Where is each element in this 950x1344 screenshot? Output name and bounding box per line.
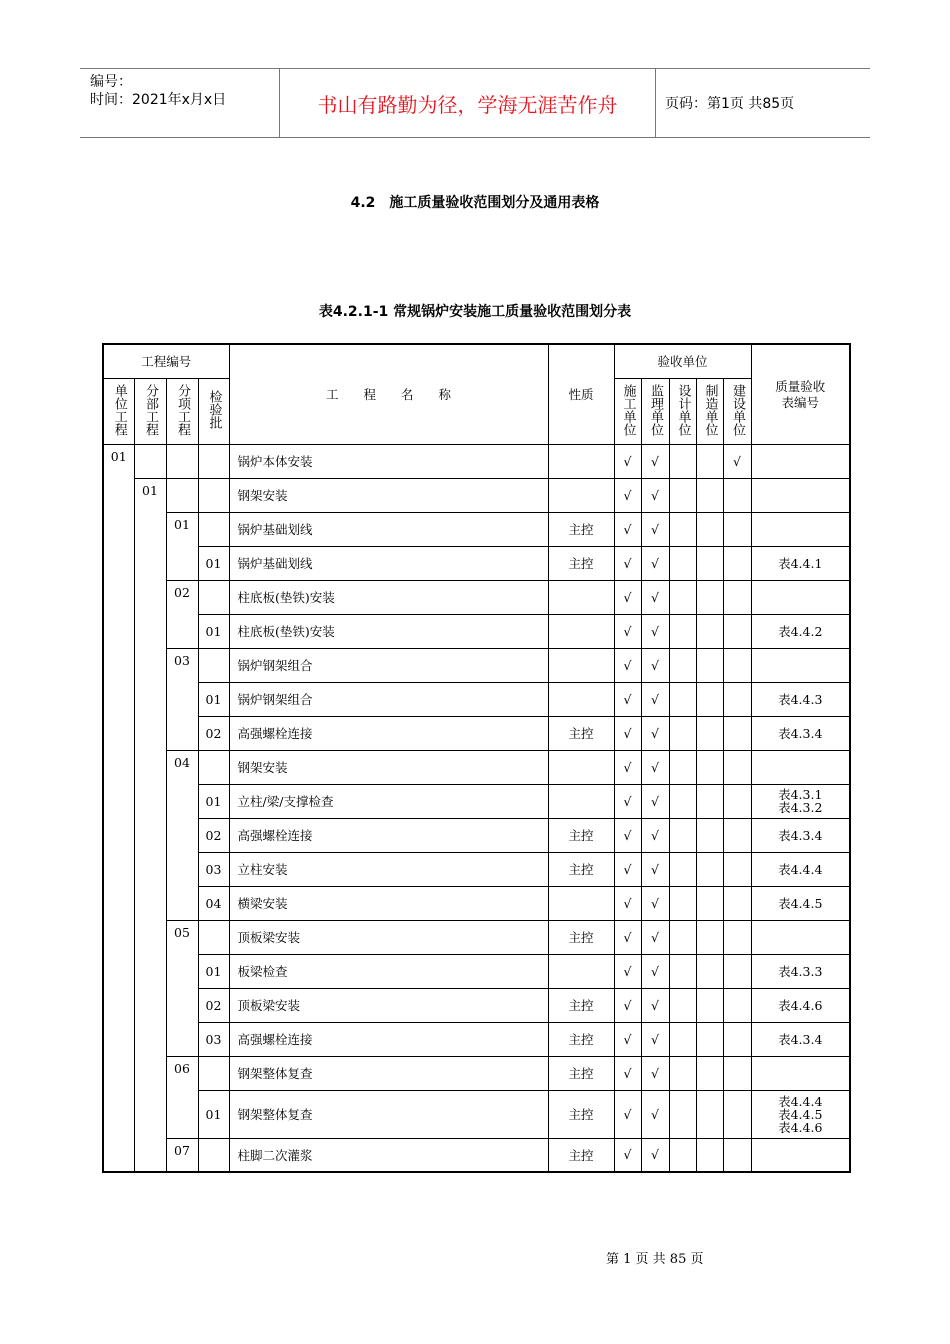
- cell-owner: [723, 818, 751, 852]
- cell-form-no: [751, 1138, 850, 1172]
- cell-design: [669, 614, 696, 648]
- header-page-info: 页码：第1页 共85页: [665, 96, 795, 112]
- cell-form-no: 表4.4.3: [751, 682, 850, 716]
- cell-form-no: 表4.4.4 表4.4.5 表4.4.6: [751, 1090, 850, 1138]
- table-row: [103, 954, 850, 988]
- cell-supervision: √: [641, 750, 669, 784]
- cell-design: [669, 1056, 696, 1090]
- cell-owner: [723, 1056, 751, 1090]
- cell-name: 板梁检查: [229, 954, 548, 988]
- cell-batch: 01: [198, 1090, 229, 1138]
- cell-nature: 主控: [548, 988, 614, 1022]
- cell-form-no: 表4.4.2: [751, 614, 850, 648]
- cell-name: 柱底板(垫铁)安装: [229, 580, 548, 614]
- cell-design: [669, 512, 696, 546]
- table-row: [103, 1138, 850, 1172]
- page-footer: 第 1 页 共 85 页: [606, 1252, 704, 1267]
- cell-owner: [723, 852, 751, 886]
- header-item-text: 分项工程: [175, 383, 190, 436]
- cell-batch: [198, 580, 229, 614]
- cell-name: 钢架安装: [229, 478, 548, 512]
- cell-manufacture: [696, 818, 723, 852]
- cell-item: 06: [166, 1056, 198, 1138]
- cell-design: [669, 784, 696, 818]
- cell-batch: 01: [198, 546, 229, 580]
- cell-manufacture: [696, 478, 723, 512]
- table-row: [103, 886, 850, 920]
- cell-item: 04: [166, 750, 198, 920]
- cell-owner: √: [723, 444, 751, 478]
- header-manufacture: [696, 378, 723, 444]
- cell-design: [669, 988, 696, 1022]
- acceptance-division-table: [102, 343, 851, 1173]
- header-design: [669, 378, 696, 444]
- cell-name: 锅炉本体安装: [229, 444, 548, 478]
- header-name: 工 程 名 称: [229, 344, 548, 444]
- cell-design: [669, 580, 696, 614]
- table-row: [103, 648, 850, 682]
- cell-construction: √: [614, 954, 641, 988]
- header-form-no: [751, 344, 850, 444]
- cell-form-no: 表4.4.1: [751, 546, 850, 580]
- cell-supervision: √: [641, 716, 669, 750]
- cell-unit: 01: [103, 444, 134, 1172]
- header-time-label: 时间：2021年x月x日: [90, 92, 227, 108]
- cell-supervision: √: [641, 512, 669, 546]
- cell-manufacture: [696, 580, 723, 614]
- cell-form-no: [751, 920, 850, 954]
- cell-construction: √: [614, 886, 641, 920]
- cell-form-no: 表4.3.4: [751, 716, 850, 750]
- cell-supervision: √: [641, 444, 669, 478]
- cell-owner: [723, 988, 751, 1022]
- cell-owner: [723, 886, 751, 920]
- cell-nature: 主控: [548, 512, 614, 546]
- table-row: [103, 512, 850, 546]
- cell-design: [669, 444, 696, 478]
- cell-nature: [548, 478, 614, 512]
- table-row: [103, 716, 850, 750]
- cell-nature: 主控: [548, 546, 614, 580]
- cell-item: 02: [166, 580, 198, 648]
- cell-owner: [723, 750, 751, 784]
- cell-nature: [548, 648, 614, 682]
- cell-name: 锅炉钢架组合: [229, 682, 548, 716]
- cell-manufacture: [696, 1022, 723, 1056]
- cell-form-no: [751, 1056, 850, 1090]
- cell-manufacture: [696, 1090, 723, 1138]
- cell-manufacture: [696, 852, 723, 886]
- cell-batch: 04: [198, 886, 229, 920]
- cell-nature: 主控: [548, 716, 614, 750]
- cell-construction: √: [614, 682, 641, 716]
- cell-supervision: √: [641, 580, 669, 614]
- cell-construction: √: [614, 614, 641, 648]
- table-body: [103, 444, 850, 1172]
- table-row: [103, 682, 850, 716]
- table-row: [103, 478, 850, 512]
- header-item: [166, 378, 198, 444]
- header-supervision: [641, 378, 669, 444]
- cell-construction: √: [614, 1056, 641, 1090]
- header-form-no-text: 质量验收表编号: [775, 379, 826, 410]
- table-row: [103, 852, 850, 886]
- cell-design: [669, 920, 696, 954]
- cell-supervision: √: [641, 920, 669, 954]
- cell-batch: [198, 1138, 229, 1172]
- cell-manufacture: [696, 1056, 723, 1090]
- header-construction: [614, 378, 641, 444]
- table-row: [103, 818, 850, 852]
- cell-construction: √: [614, 1022, 641, 1056]
- cell-nature: 主控: [548, 852, 614, 886]
- cell-nature: [548, 614, 614, 648]
- cell-supervision: √: [641, 954, 669, 988]
- cell-item: 03: [166, 648, 198, 750]
- cell-name: 横梁安装: [229, 886, 548, 920]
- cell-batch: 02: [198, 988, 229, 1022]
- cell-batch: 01: [198, 954, 229, 988]
- cell-construction: √: [614, 580, 641, 614]
- cell-form-no: 表4.4.6: [751, 988, 850, 1022]
- cell-construction: √: [614, 818, 641, 852]
- cell-form-no: 表4.3.4: [751, 1022, 850, 1056]
- cell-construction: √: [614, 920, 641, 954]
- table-row: [103, 784, 850, 818]
- cell-form-no: [751, 444, 850, 478]
- cell-nature: 主控: [548, 1090, 614, 1138]
- cell-manufacture: [696, 920, 723, 954]
- cell-owner: [723, 784, 751, 818]
- cell-manufacture: [696, 512, 723, 546]
- cell-construction: √: [614, 1090, 641, 1138]
- cell-name: 立柱安装: [229, 852, 548, 886]
- cell-nature: [548, 954, 614, 988]
- cell-supervision: √: [641, 1090, 669, 1138]
- cell-supervision: √: [641, 614, 669, 648]
- cell-owner: [723, 478, 751, 512]
- cell-form-no: [751, 580, 850, 614]
- cell-nature: 主控: [548, 920, 614, 954]
- cell-item: 07: [166, 1138, 198, 1172]
- table-title: 表4.2.1-1 常规锅炉安装施工质量验收范围划分表: [318, 304, 632, 320]
- cell-manufacture: [696, 648, 723, 682]
- cell-nature: [548, 784, 614, 818]
- cell-supervision: √: [641, 546, 669, 580]
- cell-name: 高强螺栓连接: [229, 1022, 548, 1056]
- cell-batch: 03: [198, 852, 229, 886]
- cell-form-no: 表4.3.4: [751, 818, 850, 852]
- cell-name: 高强螺栓连接: [229, 818, 548, 852]
- cell-manufacture: [696, 784, 723, 818]
- cell-form-no: 表4.3.1 表4.3.2: [751, 784, 850, 818]
- cell-owner: [723, 648, 751, 682]
- header-design-text: 设计单位: [675, 383, 691, 436]
- cell-form-no: 表4.4.5: [751, 886, 850, 920]
- header-batch-text: 检验批: [206, 390, 222, 429]
- header-nature: 性质: [548, 344, 614, 444]
- cell-construction: √: [614, 750, 641, 784]
- table-row: [103, 988, 850, 1022]
- cell-owner: [723, 580, 751, 614]
- cell-supervision: √: [641, 1056, 669, 1090]
- cell-construction: √: [614, 648, 641, 682]
- cell-design: [669, 546, 696, 580]
- cell-design: [669, 682, 696, 716]
- cell-construction: √: [614, 852, 641, 886]
- cell-owner: [723, 682, 751, 716]
- header-unit-text: 单位工程: [111, 383, 127, 436]
- cell-batch: 01: [198, 682, 229, 716]
- cell-division-empty: [134, 444, 166, 478]
- cell-supervision: √: [641, 784, 669, 818]
- header-project-no: 工程编号: [103, 344, 229, 378]
- cell-batch: [198, 444, 229, 478]
- cell-name: 钢架安装: [229, 750, 548, 784]
- cell-name: 锅炉基础划线: [229, 512, 548, 546]
- cell-batch: [198, 920, 229, 954]
- table-row: [103, 580, 850, 614]
- cell-name: 锅炉钢架组合: [229, 648, 548, 682]
- header-batch: [198, 378, 229, 444]
- cell-batch: [198, 478, 229, 512]
- cell-batch: 01: [198, 614, 229, 648]
- cell-form-no: [751, 750, 850, 784]
- header-meta: [80, 69, 280, 137]
- cell-design: [669, 478, 696, 512]
- cell-form-no: [751, 478, 850, 512]
- cell-batch: 03: [198, 1022, 229, 1056]
- cell-batch: [198, 750, 229, 784]
- cell-design: [669, 648, 696, 682]
- cell-manufacture: [696, 546, 723, 580]
- cell-design: [669, 886, 696, 920]
- cell-name: 柱脚二次灌浆: [229, 1138, 548, 1172]
- table-row: [103, 1090, 850, 1138]
- cell-construction: √: [614, 716, 641, 750]
- cell-supervision: √: [641, 648, 669, 682]
- header-owner: [723, 378, 751, 444]
- cell-owner: [723, 546, 751, 580]
- cell-manufacture: [696, 886, 723, 920]
- cell-construction: √: [614, 478, 641, 512]
- cell-batch: [198, 512, 229, 546]
- cell-item-empty: [166, 444, 198, 478]
- cell-item: 01: [166, 512, 198, 580]
- cell-design: [669, 750, 696, 784]
- cell-nature: [548, 580, 614, 614]
- cell-name: 立柱/梁/支撑检查: [229, 784, 548, 818]
- cell-nature: 主控: [548, 1056, 614, 1090]
- table-row: [103, 614, 850, 648]
- cell-supervision: √: [641, 886, 669, 920]
- cell-supervision: √: [641, 818, 669, 852]
- table-row: [103, 1022, 850, 1056]
- cell-manufacture: [696, 614, 723, 648]
- header-motto: 书山有路勤为径，学海无涯苦作舟: [280, 69, 656, 137]
- cell-construction: √: [614, 1138, 641, 1172]
- cell-name: 顶板梁安装: [229, 920, 548, 954]
- cell-manufacture: [696, 954, 723, 988]
- cell-construction: √: [614, 784, 641, 818]
- cell-supervision: √: [641, 852, 669, 886]
- header-supervision-text: 监理单位: [648, 383, 664, 436]
- cell-form-no: [751, 512, 850, 546]
- cell-design: [669, 954, 696, 988]
- cell-owner: [723, 1022, 751, 1056]
- cell-design: [669, 1022, 696, 1056]
- cell-nature: [548, 886, 614, 920]
- cell-construction: √: [614, 444, 641, 478]
- header-manufacture-text: 制造单位: [702, 383, 718, 436]
- table-row: [103, 920, 850, 954]
- cell-name: 锅炉基础划线: [229, 546, 548, 580]
- cell-nature: 主控: [548, 1022, 614, 1056]
- cell-design: [669, 852, 696, 886]
- table-row: [103, 1056, 850, 1090]
- cell-manufacture: [696, 988, 723, 1022]
- cell-manufacture: [696, 750, 723, 784]
- cell-supervision: √: [641, 478, 669, 512]
- cell-owner: [723, 1138, 751, 1172]
- cell-manufacture: [696, 682, 723, 716]
- cell-name: 高强螺栓连接: [229, 716, 548, 750]
- section-title: 4.2 施工质量验收范围划分及通用表格: [350, 195, 600, 211]
- cell-design: [669, 1090, 696, 1138]
- cell-construction: √: [614, 512, 641, 546]
- page-header: [80, 68, 870, 138]
- table-row: [103, 750, 850, 784]
- cell-owner: [723, 954, 751, 988]
- cell-form-no: 表4.4.4: [751, 852, 850, 886]
- cell-form-no: 表4.3.3: [751, 954, 850, 988]
- cell-manufacture: [696, 1138, 723, 1172]
- cell-batch: 02: [198, 818, 229, 852]
- cell-batch: [198, 1056, 229, 1090]
- header-row-1: [103, 344, 850, 378]
- header-unit: [103, 378, 134, 444]
- cell-nature: 主控: [548, 1138, 614, 1172]
- cell-nature: [548, 444, 614, 478]
- header-acceptance: 验收单位: [614, 344, 751, 378]
- cell-name: 顶板梁安装: [229, 988, 548, 1022]
- header-division-text: 分部工程: [143, 383, 158, 436]
- header-division: [134, 378, 166, 444]
- table-row: [103, 444, 850, 478]
- cell-owner: [723, 512, 751, 546]
- cell-batch: 02: [198, 716, 229, 750]
- cell-supervision: √: [641, 1138, 669, 1172]
- cell-supervision: √: [641, 1022, 669, 1056]
- table-row: [103, 546, 850, 580]
- cell-batch: 01: [198, 784, 229, 818]
- cell-supervision: √: [641, 682, 669, 716]
- cell-manufacture: [696, 444, 723, 478]
- cell-owner: [723, 920, 751, 954]
- header-number-label: 编号：: [90, 74, 132, 90]
- cell-name: 柱底板(垫铁)安装: [229, 614, 548, 648]
- cell-supervision: √: [641, 988, 669, 1022]
- cell-construction: √: [614, 546, 641, 580]
- header-construction-text: 施工单位: [620, 383, 636, 436]
- cell-design: [669, 716, 696, 750]
- cell-owner: [723, 614, 751, 648]
- cell-design: [669, 818, 696, 852]
- header-owner-text: 建设单位: [730, 383, 746, 436]
- cell-name: 钢架整体复查: [229, 1090, 548, 1138]
- cell-design: [669, 1138, 696, 1172]
- cell-construction: √: [614, 988, 641, 1022]
- cell-item: 05: [166, 920, 198, 1056]
- cell-batch: [198, 648, 229, 682]
- cell-owner: [723, 1090, 751, 1138]
- cell-form-no: [751, 648, 850, 682]
- cell-item-empty: [166, 478, 198, 512]
- cell-nature: [548, 750, 614, 784]
- cell-owner: [723, 716, 751, 750]
- cell-manufacture: [696, 716, 723, 750]
- cell-division: 01: [134, 478, 166, 1172]
- cell-nature: 主控: [548, 818, 614, 852]
- cell-name: 钢架整体复查: [229, 1056, 548, 1090]
- cell-nature: [548, 682, 614, 716]
